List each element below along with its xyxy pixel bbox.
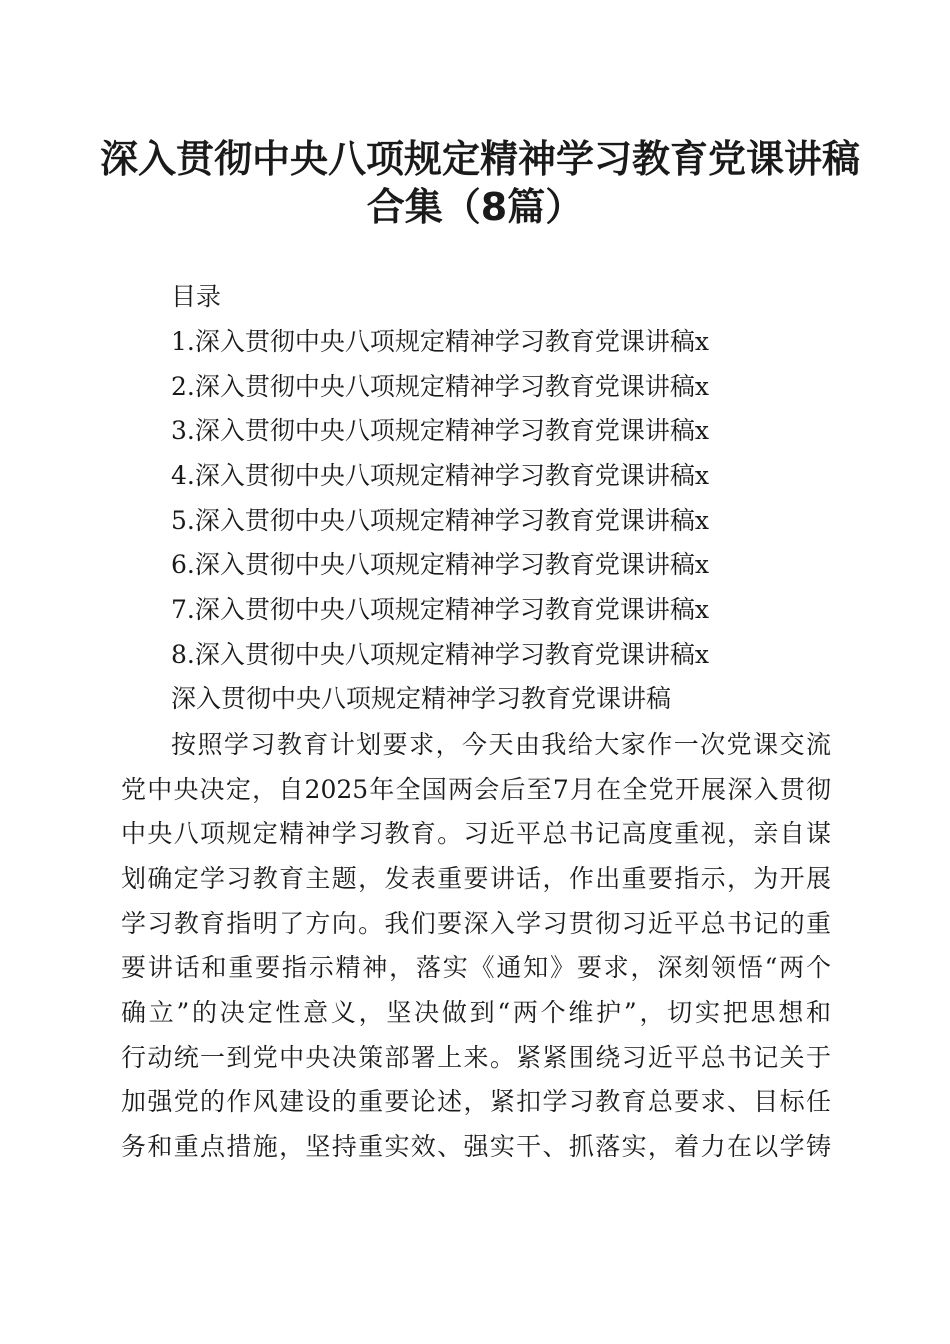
paragraph-line: 学习教育指明了方向。我们要深入学习贯彻习近平总书记的重	[121, 909, 831, 938]
document-title-line-1: 深入贯彻中央八项规定精神学习教育党课讲稿	[100, 137, 861, 181]
toc-item: 8.深入贯彻中央八项规定精神学习教育党课讲稿x	[171, 640, 709, 669]
paragraph-line: 务和重点措施，坚持重实效、强实干、抓落实，着力在以学铸	[121, 1132, 831, 1161]
toc-item: 5.深入贯彻中央八项规定精神学习教育党课讲稿x	[171, 506, 709, 535]
paragraph-line: 按照学习教育计划要求，今天由我给大家作一次党课交流	[171, 730, 831, 759]
toc-item: 6.深入贯彻中央八项规定精神学习教育党课讲稿x	[171, 550, 709, 579]
section-title: 深入贯彻中央八项规定精神学习教育党课讲稿	[171, 684, 672, 713]
toc-item: 7.深入贯彻中央八项规定精神学习教育党课讲稿x	[171, 595, 709, 624]
paragraph-line: 确立”的决定性意义，坚决做到“两个维护”，切实把思想和	[121, 998, 831, 1027]
toc-item: 3.深入贯彻中央八项规定精神学习教育党课讲稿x	[171, 416, 709, 445]
paragraph-line: 行动统一到党中央决策部署上来。紧紧围绕习近平总书记关于	[121, 1043, 831, 1072]
toc-item: 1.深入贯彻中央八项规定精神学习教育党课讲稿x	[171, 327, 709, 356]
paragraph-line: 加强党的作风建设的重要论述，紧扣学习教育总要求、目标任	[121, 1087, 831, 1116]
toc-heading: 目录	[171, 282, 222, 311]
toc-item: 4.深入贯彻中央八项规定精神学习教育党课讲稿x	[171, 461, 709, 490]
document-title-line-2: 合集（8篇）	[366, 185, 584, 229]
paragraph-line: 要讲话和重要指示精神，落实《通知》要求，深刻领悟“两个	[121, 953, 831, 982]
paragraph-line: 划确定学习教育主题，发表重要讲话，作出重要指示，为开展	[121, 864, 831, 893]
paragraph-line: 中央八项规定精神学习教育。习近平总书记高度重视，亲自谋	[121, 819, 831, 848]
paragraph-line: 党中央决定，自2025年全国两会后至7月在全党开展深入贯彻	[121, 775, 831, 804]
toc-item: 2.深入贯彻中央八项规定精神学习教育党课讲稿x	[171, 372, 709, 401]
